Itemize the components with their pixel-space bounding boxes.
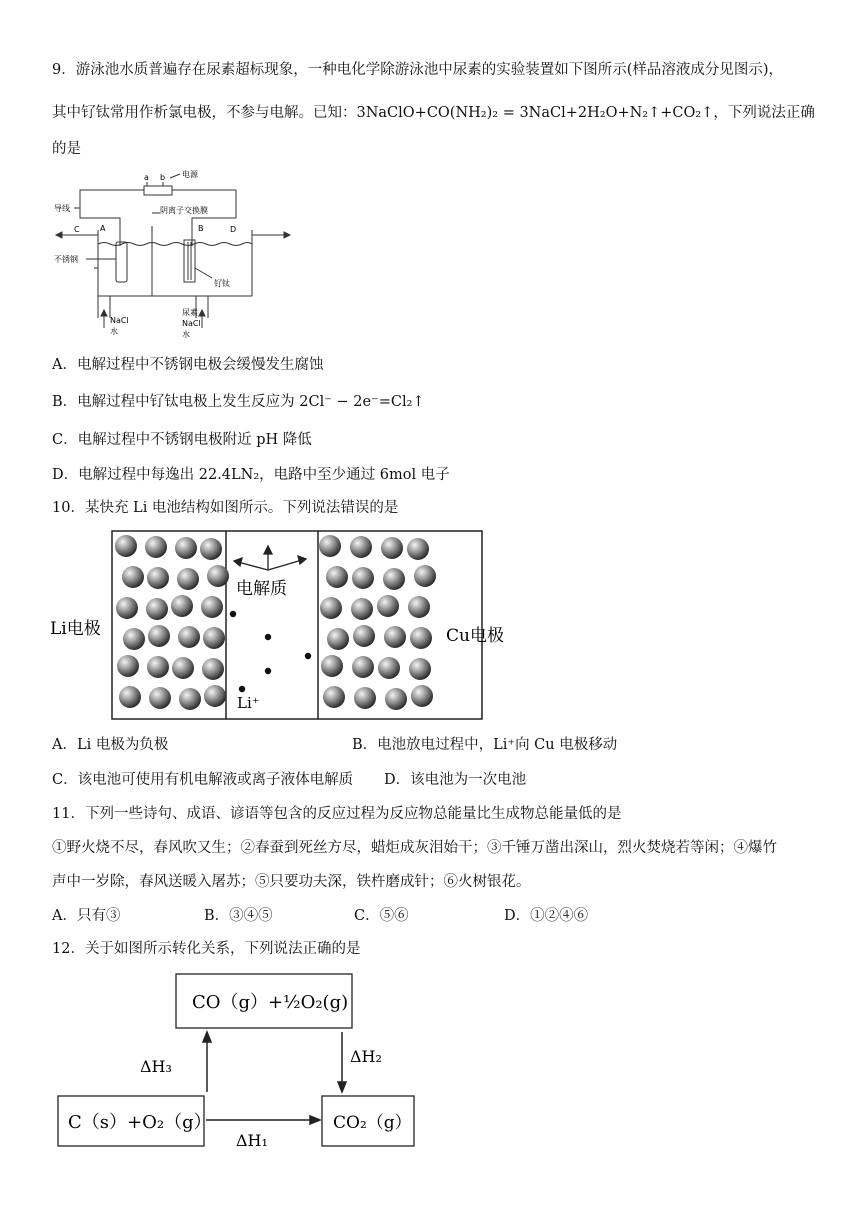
electrode-particle	[352, 656, 374, 678]
electrode-particle	[147, 656, 169, 678]
electrode-particle	[321, 655, 343, 677]
q9-option-d: D．电解过程中每逸出 22.4LN₂，电路中至少通过 6mol 电子	[52, 467, 450, 483]
q12-stem: 12．关于如图所示转化关系，下列说法正确的是	[52, 941, 361, 957]
electrode-particle	[172, 657, 194, 679]
electrode-particle	[116, 597, 138, 619]
electrode-particle	[203, 627, 225, 649]
q9-fig-steel-label: 不锈钢	[54, 255, 78, 264]
electrode-particle	[204, 685, 226, 707]
q9-stem-line1: 9．游泳池水质普遍存在尿素超标现象，一种电化学除游泳池中尿素的实验装置如下图所示(样品溶液成分见图示)，	[52, 62, 784, 78]
q9-fig-membrane-label: 阴离子交换膜	[160, 206, 208, 215]
q9-fig-right-inlet-1: 尿素	[182, 308, 198, 317]
electrode-particle	[119, 686, 141, 708]
q9-fig-label-D: D	[230, 225, 237, 234]
electrode-particle	[207, 565, 229, 587]
q9-fig-label-a: a	[144, 173, 149, 182]
q11-option-d: D．①②④⑥	[504, 908, 589, 924]
q11-option-c: C．⑤⑥	[354, 908, 409, 924]
electrode-particle	[414, 565, 436, 587]
q11-stem: 11．下列一些诗句、成语、谚语等包含的反应过程为反应物总能量比生成物总能量低的是	[52, 806, 622, 822]
cu-electrode-label: Cu电极	[446, 626, 504, 646]
q9-fig-power-label: 电源	[182, 170, 198, 179]
electrode-particle	[177, 568, 199, 590]
li-ion-label: Li⁺	[237, 694, 260, 712]
electrode-particle	[381, 537, 403, 559]
electrode-particle	[350, 536, 372, 558]
q9-option-a: A．电解过程中不锈钢电极会缓慢发生腐蚀	[52, 357, 324, 373]
delta-h3-label: ΔH₃	[140, 1057, 172, 1076]
q9-electrolysis-figure	[52, 168, 292, 346]
electrode-particle	[122, 566, 144, 588]
q10-stem: 10．某快充 Li 电池结构如图所示。下列说法错误的是	[52, 500, 399, 516]
q9-fig-right-inlet-2: NaCl	[182, 319, 201, 328]
electrode-particle	[411, 685, 433, 707]
q12-enthalpy-cycle-figure	[50, 968, 430, 1158]
electrode-particle	[378, 657, 400, 679]
q9-option-b: B．电解过程中钌钛电极上发生反应为 2Cl⁻ − 2e⁻=Cl₂↑	[52, 394, 425, 410]
q11-option-b: B．③④⑤	[204, 908, 273, 924]
q10-option-a: A．Li 电极为负极	[52, 737, 169, 753]
q10-option-d: D．该电池为一次电池	[384, 772, 527, 788]
electrode-particle	[320, 597, 342, 619]
li-ion-dot	[305, 653, 311, 659]
q9-option-c: C．电解过程中不锈钢电极附近 pH 降低	[52, 432, 312, 448]
cu-electrode-particles	[319, 535, 436, 710]
q9-fig-label-A: A	[100, 224, 106, 233]
electrolyte-label: 电解质	[236, 579, 287, 599]
electrode-particle	[319, 535, 341, 557]
electrode-particle	[385, 688, 407, 710]
electrode-particle	[384, 626, 406, 648]
q11-statements-line2: 声中一岁除，春风送暖入屠苏；⑤只要功夫深，铁杵磨成针；⑥火树银花。	[52, 874, 531, 890]
electrode-particle	[171, 595, 193, 617]
q11-option-a: A．只有③	[52, 908, 121, 924]
q9-fig-left-inlet-2: 水	[110, 327, 118, 336]
electrode-particle	[200, 538, 222, 560]
q9-stem-line2: 其中钌钛常用作析氯电极，不参与电解。已知：3NaClO+CO(NH₂)₂ = 3NaCl+2H₂O+N₂↑+CO₂↑，下列说法正确	[52, 105, 815, 121]
li-electrode-label: Li电极	[50, 619, 101, 639]
electrode-particle	[175, 537, 197, 559]
electrode-particle	[117, 655, 139, 677]
li-ion-dot	[265, 668, 271, 674]
q9-fig-label-C: C	[74, 225, 80, 234]
right-box-label: CO₂（g）	[333, 1113, 412, 1133]
delta-h1-label: ΔH₁	[236, 1131, 268, 1150]
q10-option-c: C．该电池可使用有机电解液或离子液体电解质	[52, 772, 354, 788]
electrode-particle	[123, 628, 145, 650]
q9-fig-right-inlet-3: 水	[182, 330, 190, 339]
q9-stem-line3: 的是	[52, 141, 81, 157]
electrode-particle	[145, 536, 167, 558]
delta-h2-label: ΔH₂	[350, 1047, 382, 1066]
q10-battery-figure	[50, 528, 520, 726]
electrode-particle	[148, 625, 170, 647]
q10-option-b: B．电池放电过程中，Li⁺向 Cu 电极移动	[352, 737, 618, 753]
electrode-particle	[383, 568, 405, 590]
electrode-particle	[351, 598, 373, 620]
q9-fig-label-b: b	[160, 173, 166, 182]
top-box-label: CO（g）+½O₂(g)	[192, 992, 349, 1013]
electrode-particle	[407, 538, 429, 560]
li-ion-dot	[230, 611, 236, 617]
electrode-particle	[409, 658, 431, 680]
electrode-particle	[115, 535, 137, 557]
electrode-particle	[354, 687, 376, 709]
electrode-particle	[179, 688, 201, 710]
q11-statements-line1: ①野火烧不尽，春风吹又生；②春蚕到死丝方尽，蜡炬成灰泪始干；③千锤万凿出深山，烈火焚烧若等闲；④爆竹	[52, 840, 777, 856]
electrode-particle	[352, 567, 374, 589]
electrode-particle	[408, 596, 430, 618]
electrode-particle	[147, 567, 169, 589]
electrode-particle	[353, 625, 375, 647]
q9-fig-ruti-label: 钌钛	[214, 279, 230, 288]
electrode-particle	[327, 628, 349, 650]
q9-fig-label-B: B	[198, 224, 204, 233]
q9-fig-left-inlet-1: NaCl	[110, 316, 129, 325]
li-ion-dot	[239, 686, 245, 692]
electrode-particle	[410, 627, 432, 649]
electrode-particle	[146, 598, 168, 620]
electrode-particle	[326, 566, 348, 588]
electrode-particle	[178, 626, 200, 648]
left-box-label: C（s）+O₂（g）	[68, 1112, 212, 1133]
electrode-particle	[201, 596, 223, 618]
li-ion-dot	[265, 634, 271, 640]
electrode-particle	[377, 595, 399, 617]
electrode-particle	[149, 687, 171, 709]
li-electrode-particles	[115, 535, 229, 710]
electrode-particle	[202, 658, 224, 680]
electrode-particle	[323, 686, 345, 708]
q9-fig-wire-label: 导线	[54, 204, 70, 213]
